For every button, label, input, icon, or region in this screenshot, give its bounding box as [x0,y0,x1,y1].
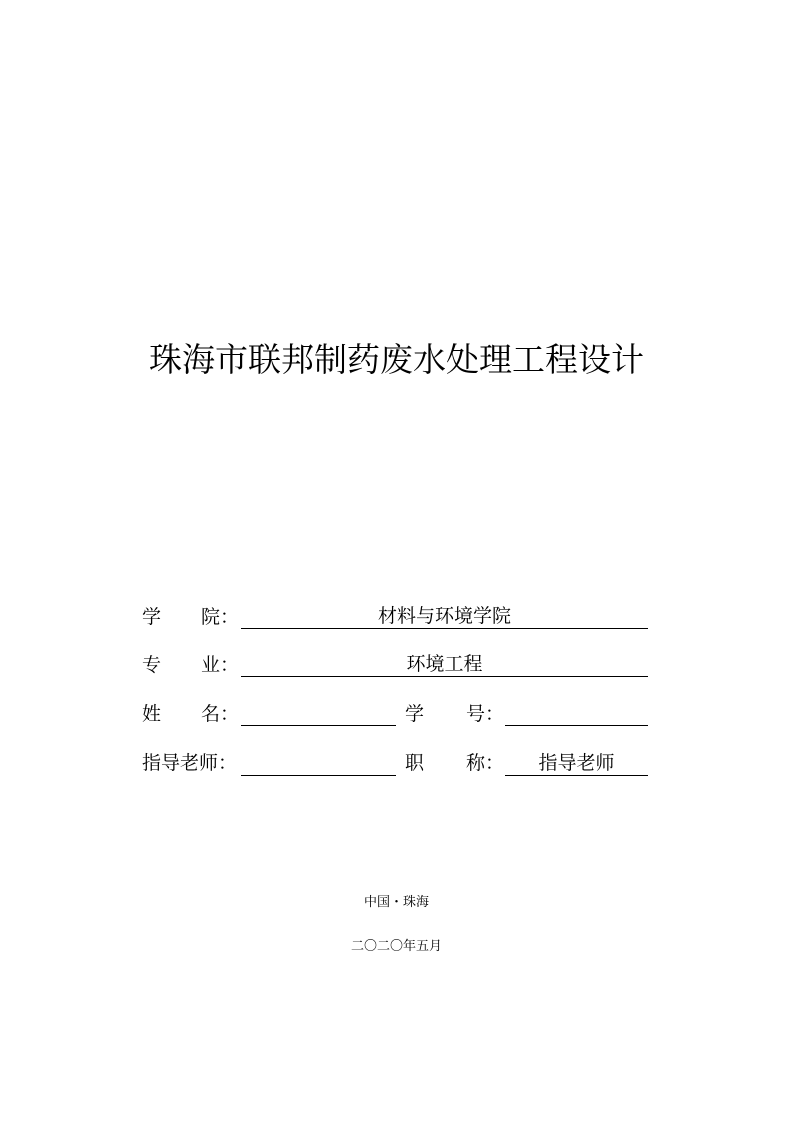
major-field[interactable]: 环境工程 [241,652,648,677]
position-field[interactable]: 指导老师 [505,751,648,776]
footer-date: 二〇二〇年五月 [350,939,442,954]
position-label-1: 职 [405,752,425,774]
advisor-label: 指导老师： [142,752,238,774]
student-id-field[interactable] [505,701,648,726]
major-label-1: 专 [142,654,162,676]
student-id-label-2: 号： [466,703,505,725]
name-field[interactable] [241,701,396,726]
advisor-field[interactable] [241,751,396,776]
student-id-label-1: 学 [405,703,425,725]
footer-location: 中国・珠海 [363,895,429,910]
name-label-2: 名： [201,703,240,725]
name-label-1: 姓 [142,703,162,725]
college-label-1: 学 [142,606,162,628]
college-label-2: 院： [201,606,240,628]
major-label-2: 业： [201,654,240,676]
position-label-2: 称： [466,752,505,774]
document-title: 珠海市联邦制药废水处理工程设计 [149,340,644,379]
college-field[interactable]: 材料与环境学院 [241,604,648,629]
